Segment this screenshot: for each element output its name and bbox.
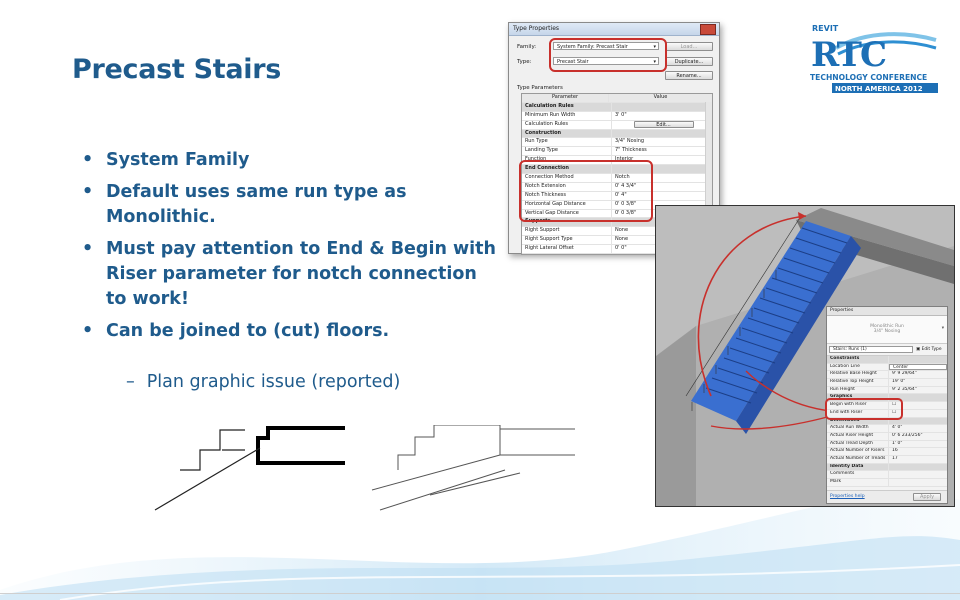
stair-3d-view[interactable] <box>655 205 955 507</box>
param-name: Location Line <box>827 364 889 371</box>
param-name: Actual Number of Treads <box>827 456 889 463</box>
logo-line2: NORTH AMERICA 2012 <box>835 85 923 93</box>
table-row[interactable] <box>827 425 947 433</box>
sub-bullet <box>126 372 400 392</box>
param-value[interactable]: 4' 0" <box>892 425 903 431</box>
table-row[interactable] <box>827 371 947 379</box>
properties-help-link[interactable]: Properties help <box>830 494 865 499</box>
bullet-marker: • <box>82 321 94 341</box>
param-value[interactable]: 9' 2 35/64" <box>892 386 917 392</box>
logo-line1: TECHNOLOGY CONFERENCE <box>810 73 928 82</box>
param-name: Right Support <box>522 227 612 235</box>
param-value[interactable]: 0' 0" <box>615 245 627 252</box>
apply-button[interactable]: Apply <box>913 493 941 501</box>
param-name: Actual Riser Height <box>827 433 889 440</box>
param-name: Notch Thickness <box>522 192 612 200</box>
param-value[interactable] <box>889 479 947 486</box>
param-value[interactable]: Notch <box>615 174 630 181</box>
family-label: Family: <box>517 44 537 50</box>
param-name: Begin with Riser <box>827 402 889 409</box>
group-label: Dimensions <box>827 418 889 425</box>
group-label: Construction <box>522 130 612 138</box>
edit-type-button[interactable] <box>916 347 942 352</box>
group-label: Graphics <box>827 394 889 401</box>
table-row[interactable] <box>522 147 712 156</box>
logo-top: REVIT <box>812 24 839 33</box>
param-value[interactable]: 19' 0" <box>892 379 906 385</box>
param-value[interactable]: 3' 0" <box>615 111 627 118</box>
type-value: Precast Stair <box>557 59 589 65</box>
param-value[interactable]: Interior <box>615 156 634 163</box>
param-name: Vertical Gap Distance <box>522 210 612 218</box>
param-name: Comments <box>827 471 889 478</box>
bullet-text: Must pay attention to End & Begin with Riser parameter for notch connection to work! <box>106 239 496 309</box>
param-name: Minimum Run Width <box>522 112 612 120</box>
param-name: Relative Top Height <box>827 379 889 386</box>
param-name: Run Type <box>522 138 612 146</box>
table-row[interactable] <box>827 448 947 456</box>
rename-button[interactable]: Rename... <box>665 71 713 80</box>
family-value: System Family: Precast Stair <box>557 44 628 50</box>
param-name: Notch Extension <box>522 183 612 191</box>
param-name: Mark <box>827 479 889 486</box>
edit-rules-button[interactable]: Edit... <box>634 121 694 128</box>
properties-palette <box>826 306 948 504</box>
bullet-text: Default uses same run type as Monolithic. <box>106 182 407 227</box>
stair-section-sketch-plain <box>370 425 580 520</box>
bullet-item <box>80 319 500 344</box>
footer-divider <box>0 593 960 594</box>
duplicate-button[interactable]: Duplicate... <box>665 57 713 66</box>
group-row[interactable] <box>827 464 947 472</box>
table-row[interactable] <box>827 456 947 464</box>
param-name: Landing Type <box>522 147 612 155</box>
param-value[interactable]: 0' 0 3/8" <box>615 200 637 207</box>
group-label: End Connection <box>522 165 612 173</box>
chevron-down-icon: ▾ <box>653 59 656 65</box>
slide-title: Precast Stairs <box>72 54 282 85</box>
col-value: Value <box>653 94 668 100</box>
instance-selector-row <box>827 344 947 356</box>
table-row[interactable] <box>827 379 947 387</box>
table-row[interactable] <box>522 138 712 147</box>
sub-bullet-text: Plan graphic issue (reported) <box>146 372 401 392</box>
group-label: Supports <box>522 218 612 226</box>
palette-title: Properties <box>827 307 947 316</box>
param-value[interactable]: 1' 0" <box>892 440 903 446</box>
table-row[interactable] <box>827 364 947 372</box>
param-value[interactable]: 0' 6 233/256" <box>892 432 923 438</box>
param-name: Actual Run Width <box>827 425 889 432</box>
param-value[interactable]: None <box>615 236 629 243</box>
family-type-highlight <box>549 38 667 72</box>
param-name: End with Riser <box>827 410 889 417</box>
param-name: Calculation Rules <box>522 121 612 129</box>
group-label: Calculation Rules <box>522 103 612 111</box>
table-row[interactable] <box>827 479 947 487</box>
param-name: Right Lateral Offset <box>522 245 612 253</box>
param-value[interactable]: 17 <box>892 455 898 461</box>
dialog-titlebar <box>509 23 719 36</box>
col-parameter: Parameter <box>522 94 609 102</box>
group-label: Constraints <box>827 356 889 363</box>
bullet-marker: • <box>82 239 94 259</box>
table-header <box>522 94 712 103</box>
bullet-marker: • <box>82 150 94 170</box>
sub-bullet-marker: – <box>126 372 135 392</box>
param-name: Function <box>522 156 612 164</box>
begin-with-riser-checkbox[interactable]: ☐ <box>892 402 897 408</box>
close-icon[interactable] <box>700 24 716 35</box>
group-row[interactable] <box>522 130 712 139</box>
type-name-1: Monolithic Run <box>870 324 904 329</box>
param-value[interactable]: 0' 4" <box>615 191 627 198</box>
type-label: Type: <box>517 59 532 65</box>
group-row[interactable] <box>522 103 712 112</box>
end-connection-highlight <box>519 160 653 222</box>
table-row[interactable] <box>827 441 947 449</box>
param-value[interactable]: 0' 0 3/8" <box>615 209 637 216</box>
bullet-item <box>80 148 500 173</box>
bullet-text: System Family <box>106 150 250 170</box>
rtc-logo <box>808 20 938 98</box>
group-row[interactable] <box>827 356 947 364</box>
load-button[interactable]: Load... <box>665 42 713 51</box>
type-parameters-label: Type Parameters <box>517 85 563 91</box>
chevron-down-icon: ▾ <box>653 44 656 50</box>
param-value[interactable]: None <box>615 227 629 234</box>
param-value[interactable]: 9' 9 29/64" <box>892 371 917 377</box>
param-name: Horizontal Gap Distance <box>522 201 612 209</box>
table-row[interactable] <box>522 112 712 121</box>
bullet-item <box>80 237 500 312</box>
riser-highlight <box>825 398 903 420</box>
param-name: Connection Method <box>522 174 612 182</box>
palette-footer <box>827 490 947 503</box>
param-value[interactable]: 16 <box>892 448 898 454</box>
chevron-down-icon: ▾ <box>941 326 944 331</box>
param-name: Relative Base Height <box>827 371 889 378</box>
table-row[interactable] <box>827 471 947 479</box>
bullet-text: Can be joined to (cut) floors. <box>106 321 390 341</box>
param-value[interactable]: 0' 4 3/4" <box>615 182 637 189</box>
edit-type-label: Edit Type <box>921 347 942 352</box>
stair-section-sketch-notched <box>150 420 350 515</box>
selector-value: Stairs: Runs (1) <box>833 347 867 352</box>
bullet-marker: • <box>82 182 94 202</box>
param-name: Right Support Type <box>522 236 612 244</box>
table-row[interactable] <box>827 387 947 395</box>
param-name: Run Height <box>827 387 889 394</box>
table-row[interactable] <box>522 121 712 130</box>
bullet-list <box>80 148 500 351</box>
dialog-title: Type Properties <box>513 25 560 32</box>
edit-type-icon: ▣ <box>916 347 921 352</box>
param-value[interactable]: 7" Thickness <box>615 147 647 154</box>
instance-selector[interactable] <box>829 346 913 353</box>
table-row[interactable] <box>827 433 947 441</box>
param-name: Actual Tread Depth <box>827 441 889 448</box>
param-value[interactable]: Center <box>889 364 947 371</box>
end-with-riser-checkbox[interactable]: ☐ <box>892 409 897 415</box>
bullet-item <box>80 180 500 230</box>
logo-mark: RTC <box>811 35 886 75</box>
param-value[interactable] <box>889 471 947 478</box>
group-label: Identity Data <box>827 464 889 471</box>
param-name: Actual Number of Risers <box>827 448 889 455</box>
param-value[interactable]: 3/4" Nosing <box>615 138 645 145</box>
type-preview[interactable] <box>827 316 947 344</box>
type-name-2: 3/4" Nosing <box>873 329 901 334</box>
